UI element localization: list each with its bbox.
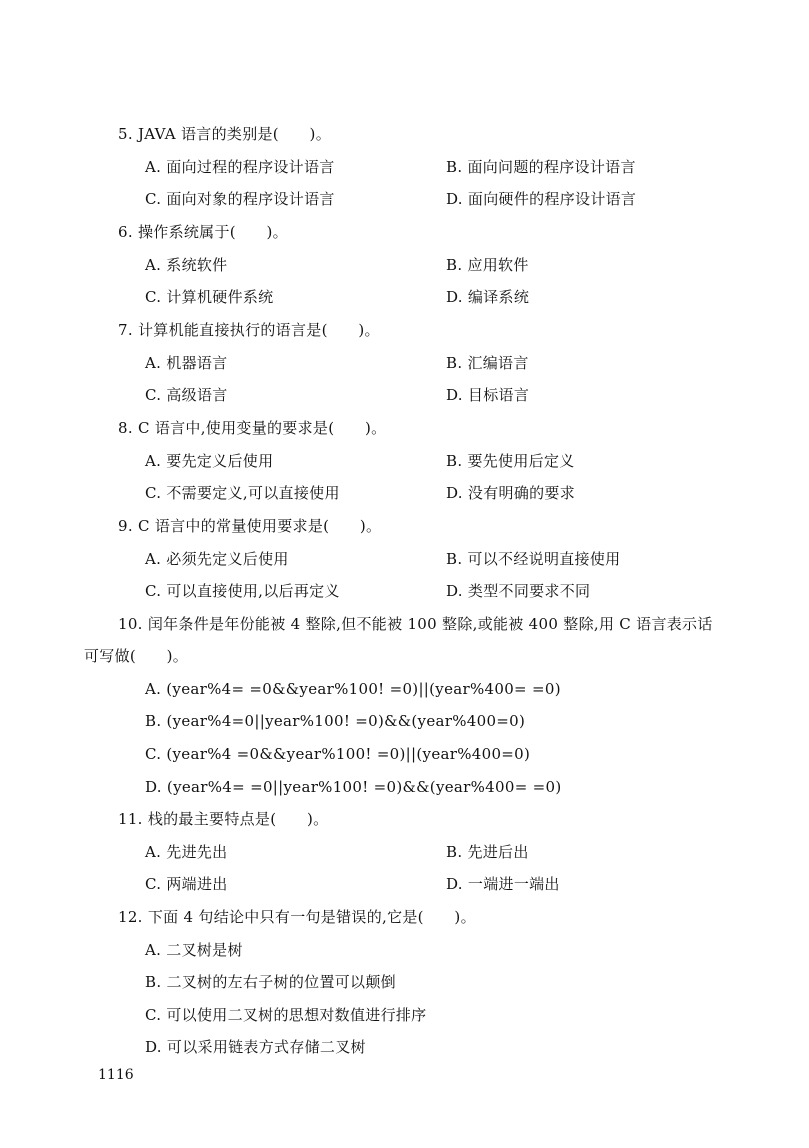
question-10-stem-line-2: 可写做( )。 (84, 647, 189, 665)
question-10-stem-line-1: 10. 闰年条件是年份能被 4 整除,但不能被 100 整除,或能被 400 整除,用 C 语言表示话 (118, 615, 713, 633)
question-10-option-b: B. (year%4=0||year%100! =0)&&(year%400=0) (145, 712, 526, 730)
question-8-option-b: B. 要先使用后定义 (446, 452, 575, 470)
question-5-stem: 5. JAVA 语言的类别是( )。 (118, 125, 331, 143)
question-8-option-c: C. 不需要定义,可以直接使用 (145, 484, 340, 502)
question-5-option-c: C. 面向对象的程序设计语言 (145, 190, 335, 208)
question-12-stem: 12. 下面 4 句结论中只有一句是错误的,它是( )。 (118, 908, 476, 926)
question-5-option-a: A. 面向过程的程序设计语言 (145, 158, 335, 176)
question-10-option-a: A. (year%4= =0&&year%100! =0)||(year%400= =0) (145, 680, 561, 698)
question-11-option-d: D. 一端进一端出 (446, 875, 560, 893)
question-12-option-a: A. 二叉树是树 (145, 941, 243, 959)
question-7-stem: 7. 计算机能直接执行的语言是( )。 (118, 321, 380, 339)
question-10-option-d: D. (year%4= =0||year%100! =0)&&(year%400= =0) (145, 778, 562, 796)
question-11-option-a: A. 先进先出 (145, 843, 228, 861)
question-5-option-b: B. 面向问题的程序设计语言 (446, 158, 636, 176)
question-6-option-b: B. 应用软件 (446, 256, 529, 274)
question-7-option-d: D. 目标语言 (446, 386, 530, 404)
question-6-stem: 6. 操作系统属于( )。 (118, 223, 288, 241)
question-11-option-c: C. 两端进出 (145, 875, 228, 893)
question-11-option-b: B. 先进后出 (446, 843, 529, 861)
question-12-option-d: D. 可以采用链表方式存储二叉树 (145, 1038, 366, 1056)
question-6-option-a: A. 系统软件 (145, 256, 228, 274)
question-6-option-c: C. 计算机硬件系统 (145, 288, 274, 306)
question-7-option-a: A. 机器语言 (145, 354, 228, 372)
question-6-option-d: D. 编译系统 (446, 288, 530, 306)
question-8-option-a: A. 要先定义后使用 (145, 452, 274, 470)
question-8-stem: 8. C 语言中,使用变量的要求是( )。 (118, 419, 387, 437)
question-10-option-c: C. (year%4 =0&&year%100! =0)||(year%400=0) (145, 745, 531, 763)
question-9-option-c: C. 可以直接使用,以后再定义 (145, 582, 340, 600)
question-7-option-b: B. 汇编语言 (446, 354, 529, 372)
question-9-option-a: A. 必须先定义后使用 (145, 550, 289, 568)
question-11-stem: 11. 栈的最主要特点是( )。 (118, 810, 329, 828)
page-number: 1116 (98, 1067, 134, 1083)
question-9-stem: 9. C 语言中的常量使用要求是( )。 (118, 517, 382, 535)
question-12-option-c: C. 可以使用二叉树的思想对数值进行排序 (145, 1006, 427, 1024)
question-9-option-b: B. 可以不经说明直接使用 (446, 550, 621, 568)
question-5-option-d: D. 面向硬件的程序设计语言 (446, 190, 637, 208)
question-8-option-d: D. 没有明确的要求 (446, 484, 576, 502)
question-9-option-d: D. 类型不同要求不同 (446, 582, 591, 600)
question-7-option-c: C. 高级语言 (145, 386, 228, 404)
question-12-option-b: B. 二叉树的左右子树的位置可以颠倒 (145, 973, 396, 991)
